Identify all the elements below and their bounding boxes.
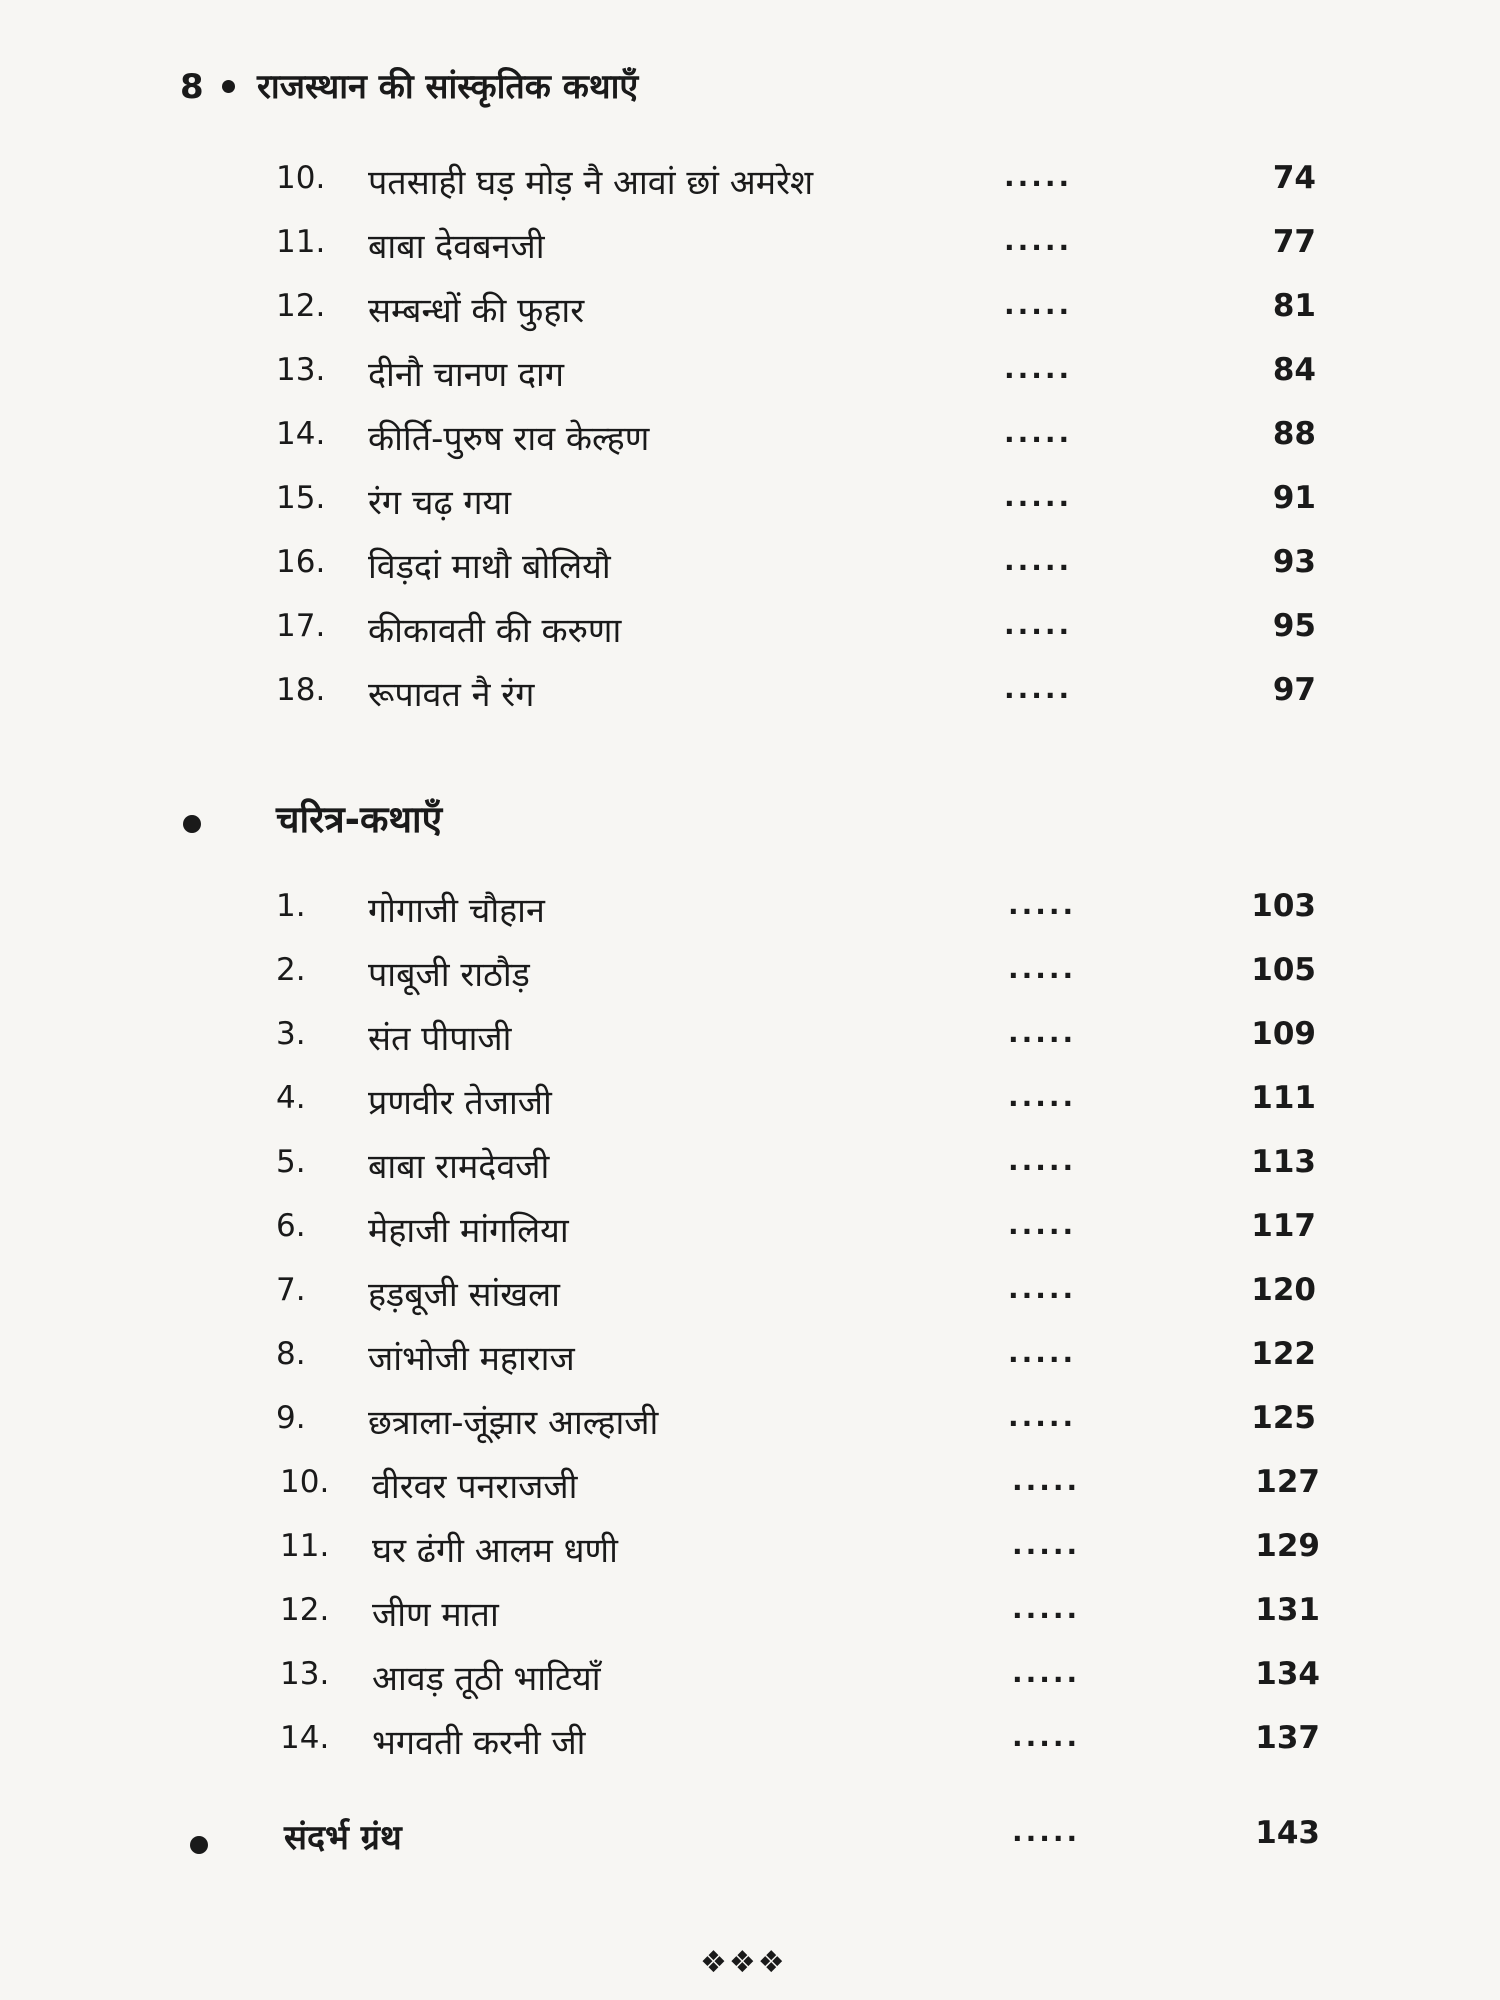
entry-title: घर ढंगी आलम धणी: [372, 1531, 618, 1571]
toc-entry: [276, 1016, 1321, 1066]
entry-number: 13.: [276, 352, 326, 388]
entry-number: 10.: [280, 1464, 330, 1500]
toc-entry: [276, 1208, 1321, 1258]
entry-title: संत पीपाजी: [368, 1019, 512, 1059]
toc-entry: [276, 544, 1316, 594]
entry-number: 2.: [276, 952, 306, 988]
leader-dots: .....: [1008, 1336, 1077, 1369]
entry-title: जीण माता: [372, 1595, 499, 1635]
entry-page: 137: [1255, 1720, 1320, 1756]
references-label: संदर्भ ग्रंथ: [284, 1818, 402, 1858]
section-bullet: [183, 815, 201, 833]
entry-number: 11.: [280, 1528, 330, 1564]
toc-entry: [276, 480, 1316, 530]
running-header: [180, 62, 638, 108]
entry-title: रूपावत नै रंग: [368, 675, 535, 715]
book-title: राजस्थान की सांस्कृतिक कथाएँ: [257, 67, 639, 107]
leader-dots: .....: [1004, 608, 1073, 641]
entry-title: विड़दां माथौ बोलियौ: [368, 547, 611, 587]
leader-dots: .....: [1004, 480, 1073, 513]
toc-entry: [276, 160, 1316, 210]
entry-number: 14.: [280, 1720, 330, 1756]
toc-entry: [276, 1272, 1321, 1322]
entry-number: 10.: [276, 160, 326, 196]
entry-title: जांभोजी महाराज: [368, 1339, 575, 1379]
entry-number: 6.: [276, 1208, 306, 1244]
entry-page: 77: [1272, 224, 1316, 260]
leader-dots: .....: [1008, 1016, 1077, 1049]
leader-dots: .....: [1004, 352, 1073, 385]
toc-entry: [280, 1528, 1325, 1578]
leader-dots: .....: [1008, 952, 1077, 985]
entry-page: 93: [1272, 544, 1316, 580]
entry-number: 5.: [276, 1144, 306, 1180]
entry-title: छत्राला-जूंझार आल्हाजी: [368, 1403, 659, 1443]
toc-entry: [280, 1656, 1325, 1706]
header-bullet: [222, 80, 235, 93]
leader-dots: .....: [1008, 1080, 1077, 1113]
entry-number: 17.: [276, 608, 326, 644]
entry-page: 129: [1255, 1528, 1320, 1564]
entry-number: 12.: [276, 288, 326, 324]
toc-entry: [280, 1592, 1325, 1642]
leader-dots: .....: [1008, 888, 1077, 921]
entry-page: 113: [1251, 1144, 1316, 1180]
entry-title: रंग चढ़ गया: [368, 483, 512, 523]
leader-dots: .....: [1012, 1815, 1081, 1848]
entry-page: 84: [1272, 352, 1316, 388]
page-number: 8: [180, 67, 204, 107]
toc-entry: [280, 1464, 1325, 1514]
entry-page: 134: [1255, 1656, 1320, 1692]
entry-title: पतसाही घड़ मोड़ नै आवां छां अमरेश: [368, 163, 814, 203]
leader-dots: .....: [1008, 1144, 1077, 1177]
entry-title: कीकावती की करुणा: [368, 611, 622, 651]
entry-page: 91: [1272, 480, 1316, 516]
entry-page: 74: [1272, 160, 1316, 196]
leader-dots: .....: [1004, 416, 1073, 449]
toc-entry: [276, 352, 1316, 402]
entry-number: 1.: [276, 888, 306, 924]
references-entry: [284, 1815, 1329, 1865]
leader-dots: .....: [1008, 1272, 1077, 1305]
entry-page: 122: [1251, 1336, 1316, 1372]
entry-number: 16.: [276, 544, 326, 580]
references-bullet: [190, 1836, 208, 1854]
leader-dots: .....: [1012, 1528, 1081, 1561]
leader-dots: .....: [1004, 224, 1073, 257]
entry-number: 15.: [276, 480, 326, 516]
toc-entry: [280, 1720, 1325, 1770]
toc-entry: [276, 672, 1316, 722]
entry-title: कीर्ति-पुरुष राव केल्हण: [368, 419, 650, 459]
entry-number: 3.: [276, 1016, 306, 1052]
entry-page: 109: [1251, 1016, 1316, 1052]
entry-number: 8.: [276, 1336, 306, 1372]
entry-title: बाबा रामदेवजी: [368, 1147, 550, 1187]
toc-entry: [276, 1144, 1321, 1194]
entry-page: 105: [1251, 952, 1316, 988]
entry-title: पाबूजी राठौड़: [368, 955, 530, 995]
toc-entry: [276, 952, 1321, 1002]
references-page: 143: [1255, 1815, 1320, 1851]
end-ornament: ❖❖❖: [700, 1945, 787, 1980]
toc-entry: [276, 1336, 1321, 1386]
entry-number: 9.: [276, 1400, 306, 1436]
entry-number: 12.: [280, 1592, 330, 1628]
leader-dots: .....: [1012, 1464, 1081, 1497]
entry-page: 88: [1272, 416, 1316, 452]
entry-title: बाबा देवबनजी: [368, 227, 545, 267]
entry-number: 13.: [280, 1656, 330, 1692]
entry-title: वीरवर पनराजजी: [372, 1467, 578, 1507]
leader-dots: .....: [1008, 1400, 1077, 1433]
entry-page: 81: [1272, 288, 1316, 324]
entry-title: प्रणवीर तेजाजी: [368, 1083, 552, 1123]
entry-number: 11.: [276, 224, 326, 260]
leader-dots: .....: [1008, 1208, 1077, 1241]
entry-page: 125: [1251, 1400, 1316, 1436]
entry-page: 131: [1255, 1592, 1320, 1628]
entry-page: 95: [1272, 608, 1316, 644]
toc-entry: [276, 888, 1321, 938]
toc-entry: [276, 224, 1316, 274]
entry-title: दीनौ चानण दाग: [368, 355, 565, 395]
entry-page: 127: [1255, 1464, 1320, 1500]
entry-number: 18.: [276, 672, 326, 708]
entry-page: 117: [1251, 1208, 1316, 1244]
entry-page: 97: [1272, 672, 1316, 708]
leader-dots: .....: [1004, 544, 1073, 577]
entry-title: गोगाजी चौहान: [368, 891, 545, 931]
toc-entry: [276, 416, 1316, 466]
entry-title: मेहाजी मांगलिया: [368, 1211, 569, 1251]
entry-title: भगवती करनी जी: [372, 1723, 586, 1763]
entry-number: 7.: [276, 1272, 306, 1308]
toc-entry: [276, 1400, 1321, 1450]
toc-entry: [276, 1080, 1321, 1130]
leader-dots: .....: [1012, 1720, 1081, 1753]
entry-number: 14.: [276, 416, 326, 452]
leader-dots: .....: [1012, 1592, 1081, 1625]
entry-title: हड़बूजी सांखला: [368, 1275, 560, 1315]
leader-dots: .....: [1004, 160, 1073, 193]
toc-entry: [276, 288, 1316, 338]
leader-dots: .....: [1004, 288, 1073, 321]
entry-title: सम्बन्धों की फुहार: [368, 291, 585, 331]
leader-dots: .....: [1004, 672, 1073, 705]
leader-dots: .....: [1012, 1656, 1081, 1689]
entry-page: 120: [1251, 1272, 1316, 1308]
section-heading: चरित्र-कथाएँ: [276, 798, 443, 841]
entry-page: 103: [1251, 888, 1316, 924]
entry-number: 4.: [276, 1080, 306, 1116]
entry-title: आवड़ तूठी भाटियाँ: [372, 1659, 601, 1699]
toc-entry: [276, 608, 1316, 658]
entry-page: 111: [1251, 1080, 1316, 1116]
